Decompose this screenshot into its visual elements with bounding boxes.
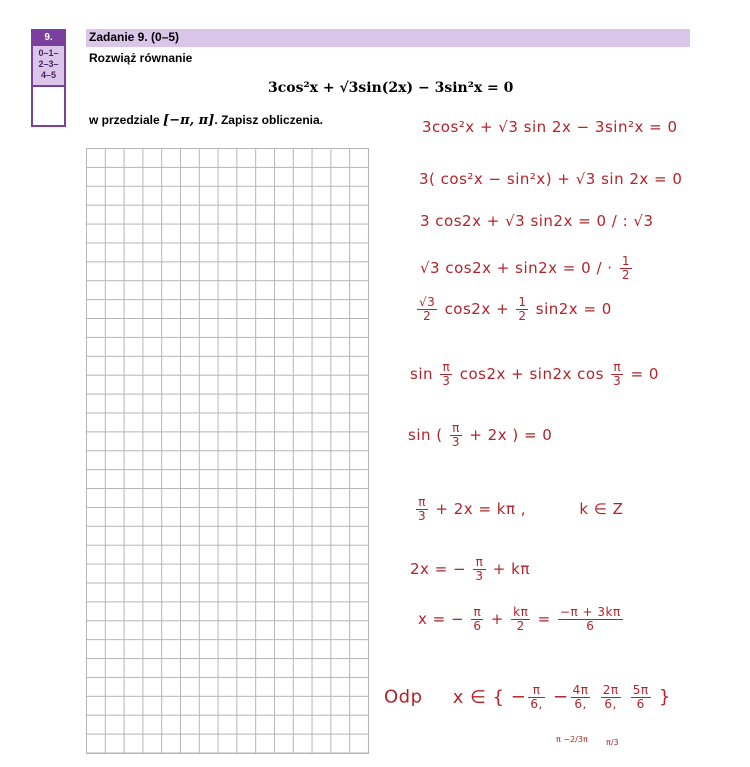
hw-fraction: $\frac{\pi}{3}$: [442, 360, 451, 388]
hw-fraction: $\frac{k\pi}{2}$: [513, 605, 529, 633]
answer-grid[interactable]: [86, 148, 369, 754]
hw-line-3: 3 cos2x + √3 sin2x = 0 / : √3: [420, 212, 654, 230]
hw-text: = 0: [630, 365, 659, 383]
task-title: Zadanie 9. (0–5): [89, 30, 180, 44]
hw-line-4: [420, 255, 634, 282]
hw-note: π −2/3π: [556, 735, 588, 744]
hw-text: cos2x +: [444, 300, 510, 318]
hw-text: sin2x = 0: [535, 300, 612, 318]
task-instruction: Rozwiąż równanie: [89, 51, 193, 65]
hw-fraction: $\frac{\pi}{3}$: [613, 360, 622, 388]
hw-text: +: [490, 610, 504, 628]
interval-line: [89, 113, 323, 128]
hw-text: =: [537, 610, 551, 628]
hw-line-7: [408, 422, 552, 449]
hw-line-6: [410, 361, 659, 388]
answer-value: $\frac{\pi}{6,}$: [530, 683, 543, 711]
answer-set-close: }: [658, 686, 671, 708]
task-number: 9.: [31, 29, 66, 46]
score-level: 2–3–: [38, 59, 59, 69]
hw-text: + 2x = kπ ,: [435, 500, 527, 518]
hw-text: sin (: [408, 426, 443, 444]
hw-text: k ∈ Z: [579, 500, 624, 518]
hw-note: π/3: [606, 738, 619, 747]
interval-prefix: w przedziale: [89, 113, 164, 127]
answer-value: $\frac{2\pi}{6,}$: [602, 683, 619, 711]
task-equation: 3cos²x + √3sin(2x) − 3sin²x = 0: [268, 80, 514, 96]
hw-fraction: $\frac{√3}{2}$: [419, 295, 436, 323]
score-level: 0–1–: [38, 48, 59, 58]
answer-label: Odp: [384, 686, 423, 708]
hw-line-1: 3cos²x + √3 sin 2x − 3sin²x = 0: [422, 118, 678, 136]
hw-text: + 2x ) = 0: [469, 426, 553, 444]
answer-value: $\frac{4\pi}{6,}$: [572, 683, 589, 711]
hw-fraction: $\frac{\pi}{3}$: [475, 555, 484, 583]
points-entry-box[interactable]: [31, 85, 66, 127]
score-level: 4–5: [40, 70, 57, 80]
hw-text: x = −: [418, 610, 465, 628]
hw-text: √3 cos2x + sin2x = 0 / ·: [420, 259, 613, 277]
hw-text: + kπ: [492, 560, 530, 578]
hw-fraction: $\frac{1}{2}$: [518, 295, 527, 323]
hw-fraction: $\frac{\pi}{3}$: [418, 495, 427, 523]
hw-answer: Odp x ∈ { − $\frac{\pi}{6,}$ − $\frac{4\pi}{6,}$ $\frac{2\pi}{6,}$ $\frac{5\pi}{6}$ }: [384, 683, 671, 711]
score-scale: [31, 46, 66, 85]
answer-value: $\frac{5\pi}{6}$: [632, 683, 649, 711]
hw-text: cos2x + sin2x cos: [459, 365, 604, 383]
hw-line-8: [414, 496, 623, 523]
hw-line-5: [415, 296, 612, 323]
hw-line-9: [410, 556, 530, 583]
hw-text: 2x = −: [410, 560, 467, 578]
interval-suffix: . Zapisz obliczenia.: [214, 113, 324, 127]
answer-set-open: x ∈ {: [452, 686, 505, 708]
hw-fraction: $\frac{-\pi + 3k\pi}{6}$: [559, 605, 621, 633]
hw-line-10: [418, 606, 625, 633]
hw-line-2: 3( cos²x − sin²x) + √3 sin 2x = 0: [419, 170, 683, 188]
hw-text: sin: [410, 365, 433, 383]
interval: [−π, π]: [163, 113, 215, 128]
hw-fraction: $\frac{1}{2}$: [621, 254, 630, 282]
hw-fraction: $\frac{\pi}{3}$: [451, 421, 461, 449]
hw-fraction: $\frac{\pi}{6}$: [473, 605, 482, 633]
